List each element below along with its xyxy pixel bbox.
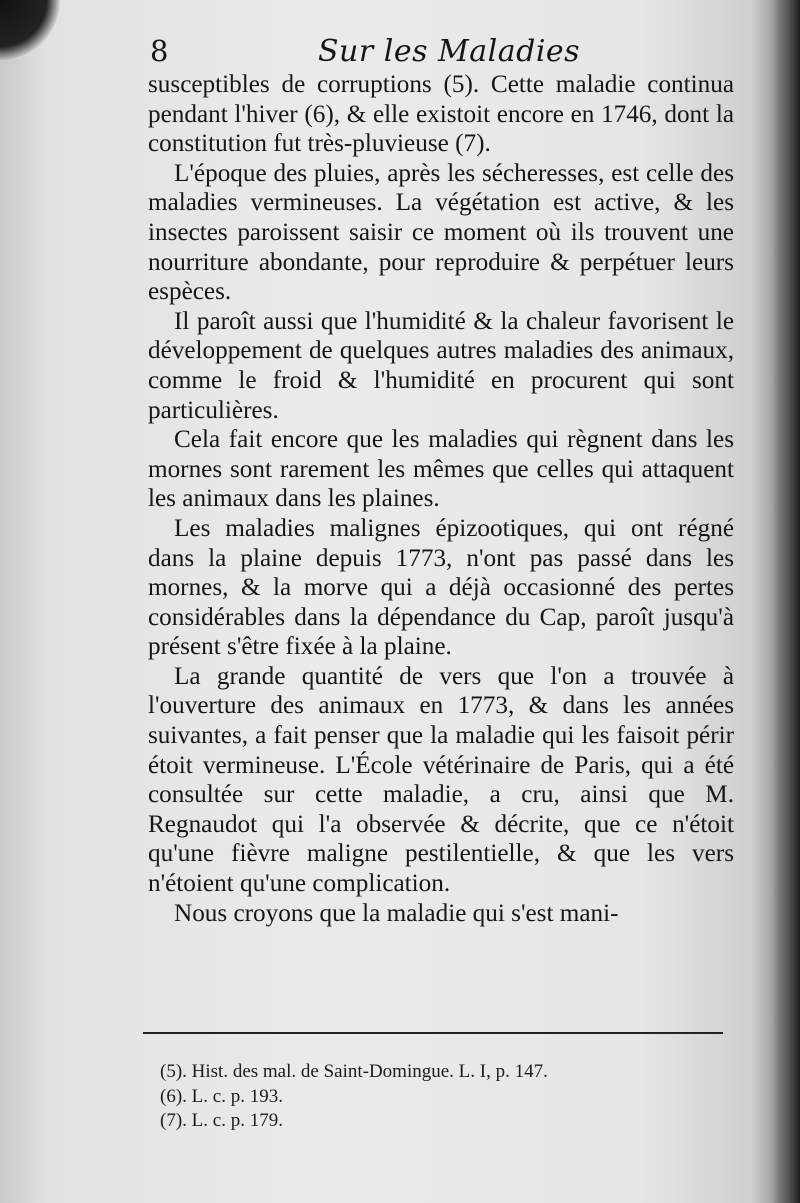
footnote: (7). L. c. p. 179.: [160, 1110, 283, 1131]
page-corner-shadow: [0, 0, 60, 60]
body-text: [148, 70, 734, 928]
paragraph: Les maladies malignes épizootiques, qui ont régné dans la plaine depuis 1773, n'ont pas passé dans les mornes, & la morve qui a déjà occasionné des pertes considérables dans la dépendance du Cap, paroît jusqu'à présent s'être fixée à la plaine.: [148, 514, 734, 661]
paragraph: L'époque des pluies, après les sécheresses, est celle des maladies vermineuses. La végétation est active, & les insectes paroissent saisir ce moment où ils trouvent une nourriture abondante, pour reproduire & perpétuer leurs espèces.: [148, 159, 734, 306]
footnotes: [160, 1060, 720, 1134]
paragraph: Il paroît aussi que l'humidité & la chaleur favorisent le développement de quelques autres maladies des animaux, comme le froid & l'humidité en procurent qui sont particulières.: [148, 307, 734, 424]
page-header: [150, 34, 730, 74]
footnote-rule: [143, 1032, 723, 1034]
paragraph: La grande quantité de vers que l'on a trouvée à l'ouverture des animaux en 1773, & dans les années suivantes, a fait penser que la maladie qui les faisoit périr étoit vermineuse. L'École vétérinaire de Paris, qui a été consultée sur cette maladie, a cru, ainsi que M. Regnaudot qui l'a observée & décrite, que ce n'étoit qu'une fièvre maligne pestilentielle, & que les vers n'étoient qu'une complication.: [148, 662, 734, 898]
footnote: (5). Hist. des mal. de Saint-Domingue. L. I, p. 147.: [160, 1061, 548, 1082]
footnote: (6). L. c. p. 193.: [160, 1085, 283, 1107]
page-number: 8: [150, 34, 169, 68]
running-head: Sur les Maladies: [318, 34, 581, 69]
paragraph: susceptibles de corruptions (5). Cette maladie continua pendant l'hiver (6), & elle existoit encore en 1746, dont la constitution fut très-pluvieuse (7).: [148, 71, 734, 158]
paragraph: Nous croyons que la maladie qui s'est mani-: [174, 899, 619, 927]
page-gutter-edge: [772, 0, 800, 1203]
paragraph: Cela fait encore que les maladies qui règnent dans les mornes sont rarement les mêmes que celles qui attaquent les animaux dans les plaines.: [148, 426, 734, 513]
